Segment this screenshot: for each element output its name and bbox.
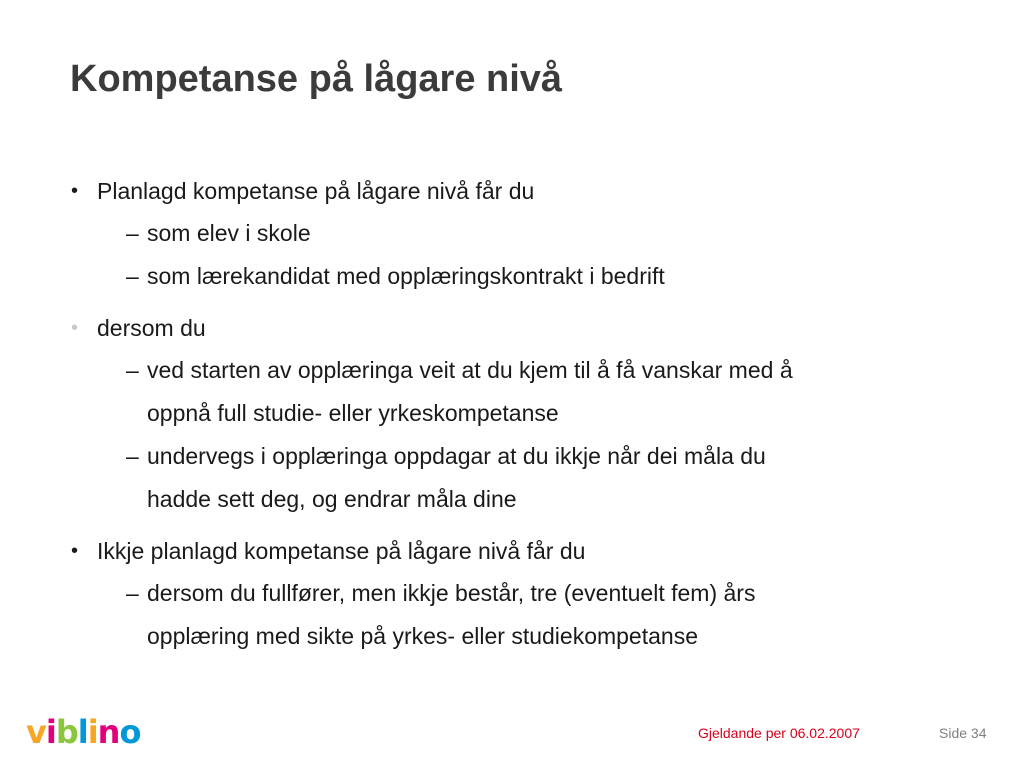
bullet-dot: • xyxy=(71,317,79,339)
sub-item-continuation xyxy=(70,392,970,435)
bullet-item xyxy=(70,530,970,572)
bullet-text: Ikkje planlagd kompetanse på lågare nivå får du xyxy=(97,538,586,564)
sub-item-continuation xyxy=(70,478,970,521)
sub-dash: – xyxy=(126,580,139,606)
sub-item xyxy=(70,212,970,255)
sub-item-continuation xyxy=(70,615,970,658)
sub-item xyxy=(70,435,970,478)
sub-item xyxy=(70,349,970,392)
logo-letter: n xyxy=(97,713,120,751)
bullet-text: Planlagd kompetanse på lågare nivå får du xyxy=(97,178,535,204)
viblino-logo xyxy=(26,712,140,752)
sub-text: hadde sett deg, og endrar måla dine xyxy=(147,486,517,512)
sub-text: som lærekandidat med opplæringskontrakt i bedrift xyxy=(147,263,665,289)
sub-text: som elev i skole xyxy=(147,220,311,246)
bullet-dot: • xyxy=(71,180,79,202)
sub-dash: – xyxy=(126,443,139,469)
bullet-item xyxy=(70,307,970,349)
sub-text: opplæring med sikte på yrkes- eller studiekompetanse xyxy=(147,623,698,649)
logo-letter: v xyxy=(26,713,46,751)
logo-letter: i xyxy=(45,713,56,751)
sub-item xyxy=(70,572,970,615)
footer-date: Gjeldande per 06.02.2007 xyxy=(698,725,860,741)
logo-letter: o xyxy=(119,713,141,751)
bullet-dot: • xyxy=(71,540,79,562)
page-number: Side 34 xyxy=(939,725,987,741)
logo-letter: i xyxy=(87,713,98,751)
sub-dash: – xyxy=(126,263,139,289)
sub-text: dersom du fullfører, men ikkje består, tre (eventuelt fem) års xyxy=(147,580,756,606)
sub-text: undervegs i opplæringa oppdagar at du ikkje når dei måla du xyxy=(147,443,766,469)
sub-text: ved starten av opplæringa veit at du kjem til å få vanskar med å xyxy=(147,357,793,383)
logo-letter: l xyxy=(77,713,88,751)
logo-letter: b xyxy=(55,713,78,751)
slide-title: Kompetanse på lågare nivå xyxy=(70,58,563,100)
slide-content xyxy=(70,170,970,658)
bullet-text: dersom du xyxy=(97,315,206,341)
sub-text: oppnå full studie- eller yrkeskompetanse xyxy=(147,400,559,426)
sub-dash: – xyxy=(126,220,139,246)
sub-dash: – xyxy=(126,357,139,383)
sub-item xyxy=(70,255,970,298)
bullet-item xyxy=(70,170,970,212)
